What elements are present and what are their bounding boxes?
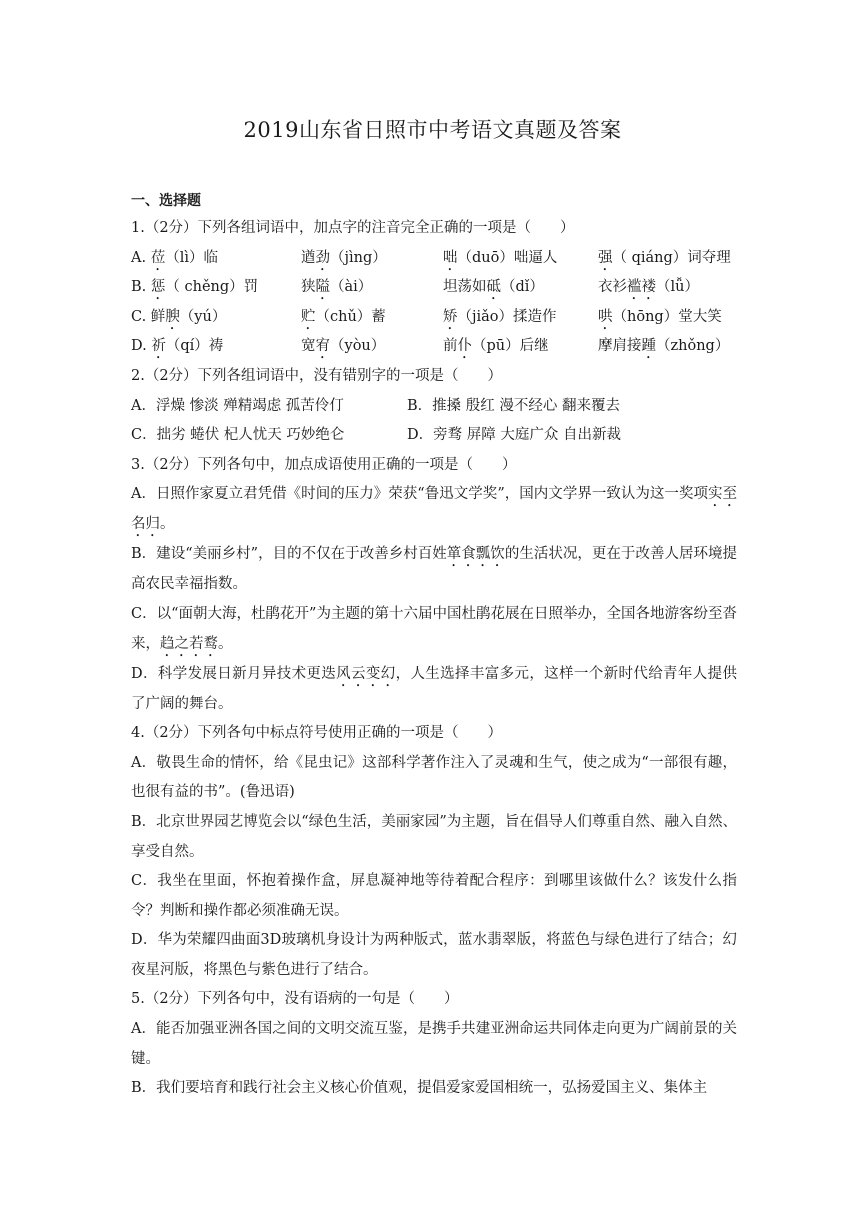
emphasized-char: 隘 (315, 279, 330, 296)
term-text: （dǐ） (501, 279, 544, 296)
option-term (598, 332, 737, 362)
term-text: （lǚ） (656, 279, 699, 296)
option-term (131, 273, 301, 303)
term-text: （jiǎo）揉造作 (457, 308, 557, 325)
emphasized-char: 踵 (641, 338, 656, 355)
question-3-option-a (131, 480, 737, 540)
question-1-option-a (131, 244, 737, 274)
option-text: C．以“面朝大海，杜鹃花开”为主题的第十六届中国杜鹃花展在日照举办，全国各地游客纷至沓来， (131, 605, 737, 652)
option-term (301, 244, 443, 274)
term-text: 摩肩接 (598, 338, 642, 355)
term-text: 狭 (301, 279, 316, 296)
term-text: （ài） (330, 279, 373, 296)
option-text: A．日照作家夏立君凭借《时间的压力》荣获“鲁迅文学奖”，国内文学界一致认为这一奖项 (131, 486, 708, 503)
page-title: 2019山东省日照市中考语文真题及答案 (243, 118, 622, 142)
emphasized-char: 哄 (598, 308, 613, 325)
question-list (131, 214, 737, 1104)
term-text: 坦荡如 (443, 279, 487, 296)
emphasized-idiom: 实至名归 (131, 486, 738, 533)
question-2-options-row-2 (131, 421, 737, 451)
question-2-option-b: B．推搡 殷红 漫不经心 翻来覆去 (407, 397, 620, 414)
question-3-option-b (131, 540, 737, 600)
term-text: 前 (443, 338, 458, 355)
question-3-option-c (131, 600, 737, 660)
term-text: （ chěng）罚 (165, 279, 259, 296)
emphasized-char: 祈 (151, 338, 166, 355)
option-term (443, 303, 598, 333)
emphasized-idiom: 趋之若鹜 (160, 635, 218, 652)
term-text: 遒 (301, 249, 316, 266)
question-4-option-c: C．我坐在里面，怀抱着操作盒，屏息凝神地等待着配合程序：到哪里该做什么？该发什么指令？判断和操作都必须准确无误。 (131, 873, 737, 919)
emphasized-char: 宥 (315, 338, 330, 355)
term-text: （pū）后继 (472, 338, 549, 355)
emphasized-char: 褴褛 (627, 279, 656, 296)
emphasized-char: 仆 (457, 338, 472, 355)
question-5-stem: 5.（2分）下列各句中，没有语病的一句是（ ） (131, 991, 459, 1008)
term-text: （jìng） (330, 249, 387, 266)
term-text: （duō）咄逼人 (457, 249, 558, 266)
option-text: ，人生选择丰富多元，这样一个新时代给青年人提供了广阔的舞台。 (131, 665, 737, 712)
question-4-stem: 4.（2分）下列各句中标点符号使用正确的一项是（ ） (131, 725, 503, 742)
option-term (131, 244, 301, 274)
term-text: 衣衫 (598, 279, 627, 296)
term-text: （chǔ）蓄 (315, 308, 386, 325)
emphasized-char: 劲 (315, 249, 330, 266)
term-text: 鲜 (150, 308, 166, 325)
term-text: （lì）临 (165, 249, 218, 266)
question-4-option-b: B．北京世界园艺博览会以“绿色生活，美丽家园”为主题，旨在倡导人们尊重自然、融入自然、享受自然。 (131, 813, 737, 860)
option-term (131, 332, 301, 362)
option-text: D．科学发展日新月异技术更迭 (131, 665, 337, 682)
question-5-option-a: A．能否加强亚洲各国之间的文明交流互鉴，是携手共建亚洲命运共同体走向更为广阔前景的关键。 (131, 1021, 737, 1067)
term-text: （zhǒng） (656, 338, 730, 355)
option-term (443, 244, 598, 274)
question-2-option-a: A．浮燥 惨淡 殚精竭虑 孤苦伶仃 (131, 397, 344, 414)
term-text: 宽 (301, 338, 316, 355)
option-term (301, 303, 443, 333)
emphasized-char: 莅 (150, 249, 166, 266)
option-label: D. (131, 338, 147, 355)
option-label: C. (131, 308, 147, 325)
question-1-option-d (131, 332, 737, 362)
question-2-option-c: C．拙劣 蜷伏 杞人忧天 巧妙绝仑 (131, 427, 345, 444)
option-text: 。 (160, 516, 175, 533)
question-3-option-d (131, 660, 737, 720)
emphasized-char: 腴 (165, 308, 180, 325)
question-4-option-a: A．敬畏生命的情怀，给《昆虫记》这部科学著作注入了灵魂和生气，使之成为“一部很有趣，也很有益的书”。(鲁迅语) (131, 754, 737, 801)
term-text: （yú） (179, 308, 227, 325)
emphasized-char: 贮 (301, 308, 316, 325)
emphasized-char: 惩 (150, 279, 166, 296)
question-1-option-b (131, 273, 737, 303)
question-4-option-d: D．华为荣耀四曲面3D玻璃机身设计为两种版式，蓝水翡翠版，将蓝色与绿色进行了结合；幻夜星河版，将黑色与紫色进行了结合。 (131, 932, 737, 978)
option-label: A. (131, 249, 147, 266)
option-term (301, 273, 443, 303)
option-term (598, 244, 737, 274)
option-term (598, 273, 737, 303)
emphasized-idiom: 风云变幻 (336, 665, 396, 682)
question-2-option-d: D．旁骛 屏障 大庭广众 自出新裁 (407, 427, 621, 444)
emphasized-char: 咄 (443, 249, 458, 266)
question-1-stem: 1.（2分）下列各组词语中，加点字的注音完全正确的一项是（ ） (131, 220, 575, 236)
term-text: （ qiáng）词夺理 (612, 249, 731, 266)
question-1-option-c (131, 303, 737, 333)
term-text: （yòu） (330, 338, 386, 355)
question-2-options-row-1 (131, 392, 737, 422)
option-term (131, 303, 301, 333)
question-5-option-b: B．我们要培育和践行社会主义核心价值观，提倡爱家爱国相统一，弘扬爱国主义、集体主 (131, 1080, 708, 1097)
section-heading: 一、选择题 (131, 193, 201, 209)
term-text: （hōng）堂大笑 (612, 308, 722, 325)
option-text: B．建设“美丽乡村”，目的不仅在于改善乡村百姓 (131, 546, 447, 563)
question-2-stem: 2.（2分）下列各组词语中，没有错别字的一项是（ ） (131, 367, 503, 384)
option-text: 的生活状况，更在于改善人居环境提高农民幸福指数。 (131, 546, 738, 593)
question-3-stem: 3.（2分）下列各句中，加点成语使用正确的一项是（ ） (131, 456, 517, 473)
emphasized-idiom: 箪食瓢饮 (446, 546, 505, 563)
option-term (598, 303, 737, 333)
emphasized-char: 矫 (443, 308, 458, 325)
option-text: 。 (218, 635, 233, 652)
option-term (301, 332, 443, 362)
option-term (443, 273, 598, 303)
option-label: B. (131, 279, 147, 296)
term-text: （qí）祷 (165, 338, 224, 355)
emphasized-char: 强 (598, 249, 613, 266)
question-1-options (131, 244, 737, 362)
option-term (443, 332, 598, 362)
emphasized-char: 砥 (486, 279, 501, 296)
